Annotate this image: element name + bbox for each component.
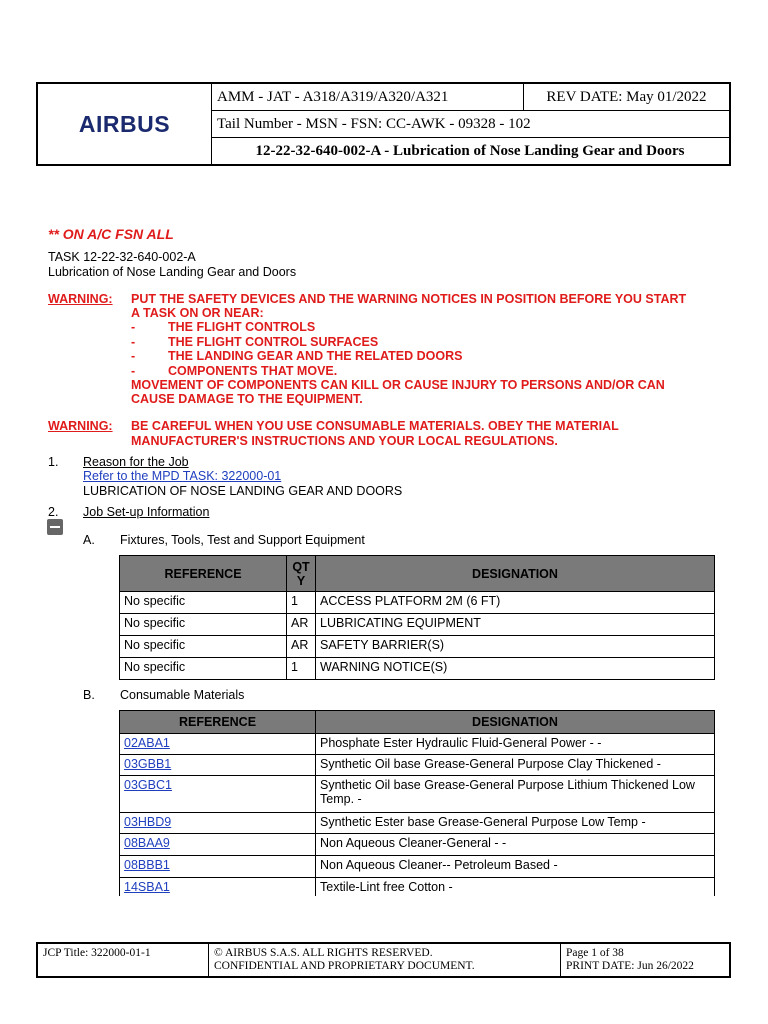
warning-item: THE LANDING GEAR AND THE RELATED DOORS <box>168 349 463 363</box>
table-row <box>120 636 715 658</box>
consumables-table <box>119 710 715 896</box>
warning-label: WARNING: <box>48 292 113 306</box>
print-date: PRINT DATE: Jun 26/2022 <box>566 960 694 972</box>
confidential-line: CONFIDENTIAL AND PROPRIETARY DOCUMENT. <box>214 960 475 972</box>
cell-designation: Textile-Lint free Cotton - <box>316 878 715 897</box>
section-number: 2. <box>48 505 59 519</box>
warning-item: THE FLIGHT CONTROLS <box>168 320 316 334</box>
warning-text: A TASK ON OR NEAR: <box>131 306 264 320</box>
subsection-title: Consumable Materials <box>120 688 245 702</box>
table-row <box>120 592 715 614</box>
cell-designation: Non Aqueous Cleaner-General - - <box>316 834 715 856</box>
document-footer <box>36 942 731 978</box>
subsection-letter: B. <box>83 688 95 702</box>
copyright-line: © AIRBUS S.A.S. ALL RIGHTS RESERVED. <box>214 947 433 959</box>
table-row <box>120 878 715 897</box>
task-id: TASK 12-22-32-640-002-A <box>48 250 196 264</box>
jcp-title: JCP Title: 322000-01-1 <box>43 947 151 959</box>
cell-qty: 1 <box>287 658 316 680</box>
table-row <box>120 834 715 856</box>
warning-item: THE FLIGHT CONTROL SURFACES <box>168 335 379 349</box>
page-number: Page 1 of 38 <box>566 947 624 959</box>
warning-label: WARNING: <box>48 419 113 433</box>
document-header <box>36 82 731 166</box>
warning-text: MOVEMENT OF COMPONENTS CAN KILL OR CAUSE INJURY TO PERSONS AND/OR CAN <box>131 378 665 392</box>
material-link[interactable]: 03GBB1 <box>124 757 172 771</box>
cell-qty: 1 <box>287 592 316 614</box>
cell-qty: AR <box>287 614 316 636</box>
table-row <box>120 856 715 878</box>
table-row <box>120 776 715 813</box>
section-number: 1. <box>48 455 59 469</box>
cell-designation: Non Aqueous Cleaner-- Petroleum Based - <box>316 856 715 878</box>
mpd-task-link[interactable]: Refer to the MPD TASK: 322000-01 <box>83 469 282 483</box>
cell-designation: ACCESS PLATFORM 2M (6 FT) <box>316 592 715 614</box>
qty-header: QT Y <box>292 559 310 588</box>
warning-text: MANUFACTURER'S INSTRUCTIONS AND YOUR LOCAL REGULATIONS. <box>131 434 558 448</box>
warning-text: BE CAREFUL WHEN YOU USE CONSUMABLE MATERIALS. OBEY THE MATERIAL <box>131 419 619 433</box>
warning-bullet: - <box>131 349 136 363</box>
table-row <box>120 614 715 636</box>
cell-reference: No specific <box>120 614 287 636</box>
cell-designation: LUBRICATING EQUIPMENT <box>316 614 715 636</box>
airbus-logo: AIRBUS <box>38 84 212 164</box>
material-link[interactable]: 03HBD9 <box>124 815 172 829</box>
column-header <box>287 556 316 592</box>
warning-bullet: - <box>131 335 136 349</box>
cell-qty: AR <box>287 636 316 658</box>
subsection-title: Fixtures, Tools, Test and Support Equipment <box>120 533 365 547</box>
warning-text: CAUSE DAMAGE TO THE EQUIPMENT. <box>131 392 363 406</box>
warning-bullet: - <box>131 320 136 334</box>
cell-reference: No specific <box>120 636 287 658</box>
manual-reference: AMM - JAT - A318/A319/A320/A321 <box>211 84 524 111</box>
column-header: DESIGNATION <box>316 711 715 734</box>
table-row <box>120 658 715 680</box>
material-link[interactable]: 08BAA9 <box>124 836 170 850</box>
reason-text: LUBRICATION OF NOSE LANDING GEAR AND DOORS <box>83 484 403 498</box>
cell-designation: Synthetic Ester base Grease-General Purpose Low Temp - <box>316 813 715 834</box>
cell-designation: Synthetic Oil base Grease-General Purpose Lithium Thickened Low Temp. - <box>316 776 715 813</box>
subsection-letter: A. <box>83 533 95 547</box>
material-link[interactable]: 14SBA1 <box>124 880 170 894</box>
revision-date: REV DATE: May 01/2022 <box>524 84 729 111</box>
material-link[interactable]: 02ABA1 <box>124 736 170 750</box>
warning-item: COMPONENTS THAT MOVE. <box>168 364 338 378</box>
task-name: Lubrication of Nose Landing Gear and Doors <box>48 265 297 279</box>
cell-designation: SAFETY BARRIER(S) <box>316 636 715 658</box>
table-row <box>120 734 715 755</box>
cell-designation: Synthetic Oil base Grease-General Purpose Clay Thickened - <box>316 755 715 776</box>
cell-reference: No specific <box>120 592 287 614</box>
warning-text: PUT THE SAFETY DEVICES AND THE WARNING NOTICES IN POSITION BEFORE YOU START <box>131 292 687 306</box>
warning-bullet: - <box>131 364 136 378</box>
collapse-icon[interactable] <box>47 519 63 535</box>
column-header: REFERENCE <box>120 711 316 734</box>
applicability: ** ON A/C FSN ALL <box>48 226 174 242</box>
section-title: Job Set-up Information <box>83 505 210 519</box>
table-row <box>120 813 715 834</box>
column-header: DESIGNATION <box>316 556 715 592</box>
tools-table <box>119 555 715 680</box>
column-header: REFERENCE <box>120 556 287 592</box>
table-row <box>120 755 715 776</box>
cell-designation: WARNING NOTICE(S) <box>316 658 715 680</box>
cell-reference: No specific <box>120 658 287 680</box>
tail-number: Tail Number - MSN - FSN: CC-AWK - 09328 - 102 <box>211 111 729 138</box>
material-link[interactable]: 08BBB1 <box>124 858 170 872</box>
material-link[interactable]: 03GBC1 <box>124 778 172 792</box>
section-title: Reason for the Job <box>83 455 189 469</box>
task-title: 12-22-32-640-002-A - Lubrication of Nose Landing Gear and Doors <box>255 142 685 159</box>
cell-designation: Phosphate Ester Hydraulic Fluid-General Power - - <box>316 734 715 755</box>
